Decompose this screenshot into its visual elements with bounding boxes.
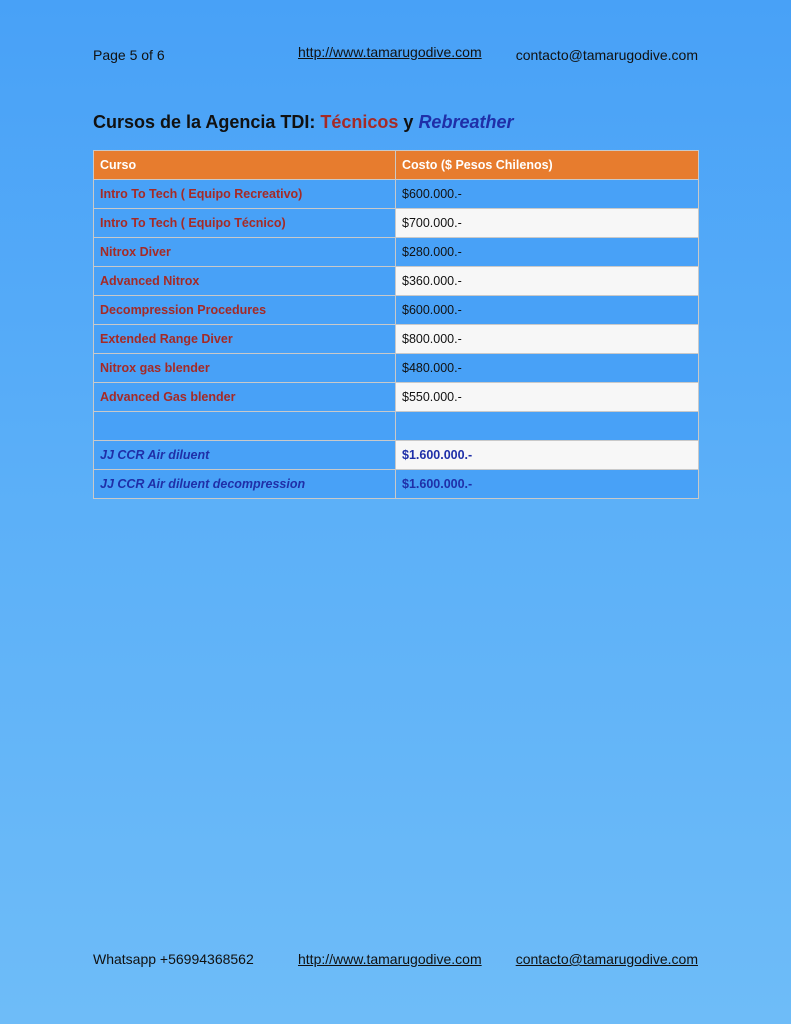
course-name: Advanced Nitrox [94, 267, 396, 296]
course-price: $550.000.- [396, 383, 699, 412]
table-row [94, 383, 699, 412]
course-name: Intro To Tech ( Equipo Recreativo) [94, 180, 396, 209]
footer-email-link[interactable]: contacto@tamarugodive.com [515, 951, 698, 967]
course-name: Advanced Gas blender [94, 383, 396, 412]
table-row [94, 441, 699, 470]
header-email: contacto@tamarugodive.com [515, 47, 698, 63]
footer-whatsapp: Whatsapp +56994368562 [93, 951, 254, 967]
course-name: Extended Range Diver [94, 325, 396, 354]
page-header [93, 44, 698, 67]
course-price-table [93, 150, 699, 499]
table-header-row [94, 151, 699, 180]
course-price: $800.000.- [396, 325, 699, 354]
table-row [94, 325, 699, 354]
title-conj: y [398, 112, 419, 132]
course-price: $280.000.- [396, 238, 699, 267]
page-title [93, 112, 513, 133]
table-row [94, 238, 699, 267]
course-price: $700.000.- [396, 209, 699, 238]
title-tech: Técnicos [320, 112, 399, 132]
column-header-price: Costo ($ Pesos Chilenos) [396, 151, 699, 180]
course-price: $480.000.- [396, 354, 699, 383]
course-price: $360.000.- [396, 267, 699, 296]
column-header-course: Curso [94, 151, 396, 180]
course-price: $600.000.- [396, 180, 699, 209]
course-name: JJ CCR Air diluent [94, 441, 396, 470]
title-rebreather: Rebreather [418, 112, 514, 132]
course-name: Nitrox gas blender [94, 354, 396, 383]
table-row [94, 296, 699, 325]
header-website-link[interactable]: http://www.tamarugodive.com [298, 44, 482, 60]
course-name [94, 412, 396, 441]
page-footer [93, 951, 698, 971]
table-row-empty [94, 412, 699, 441]
table-row [94, 267, 699, 296]
page-number: Page 5 of 6 [93, 47, 165, 63]
table-row [94, 470, 699, 499]
course-price: $1.600.000.- [396, 441, 699, 470]
table-row [94, 209, 699, 238]
table-row [94, 180, 699, 209]
course-price: $1.600.000.- [396, 470, 699, 499]
course-price: $600.000.- [396, 296, 699, 325]
title-prefix: Cursos de la Agencia TDI: [93, 112, 321, 132]
course-name: Nitrox Diver [94, 238, 396, 267]
table-row [94, 354, 699, 383]
course-price [396, 412, 699, 441]
footer-website-link[interactable]: http://www.tamarugodive.com [298, 951, 482, 967]
course-name: Decompression Procedures [94, 296, 396, 325]
course-name: Intro To Tech ( Equipo Técnico) [94, 209, 396, 238]
course-name: JJ CCR Air diluent decompression [94, 470, 396, 499]
